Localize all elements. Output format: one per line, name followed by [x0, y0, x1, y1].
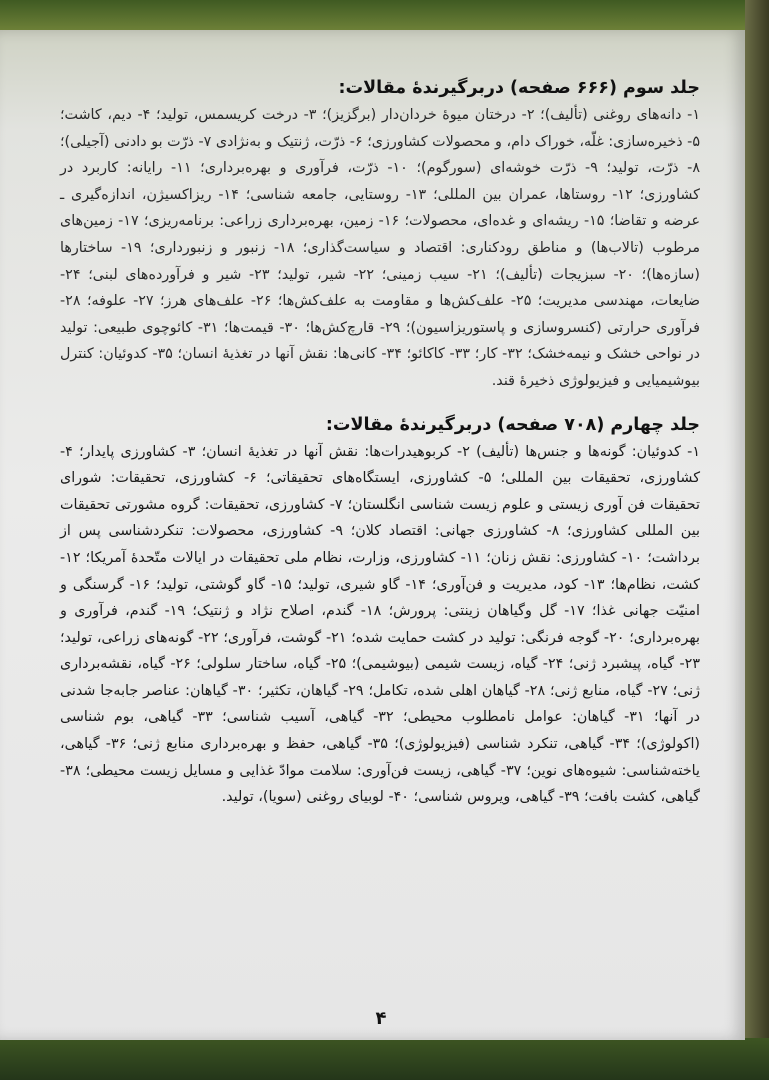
volume-4-title: جلد چهارم (۷۰۸ صفحه) دربرگیرندهٔ مقالات:	[325, 414, 700, 435]
volume-3-title: جلد سوم (۶۶۶ صفحه) دربرگیرندهٔ مقالات:	[338, 78, 700, 98]
volume-4-articles: ۱- کدوئیان: گونه‌ها و جنس‌ها (تألیف) ۲- کربوهیدرات‌ها: نقش آنها در تغذیهٔ انسان؛ ۳- کشاورزی پایدار؛ ۴- کشاورزی، تحقیقات بین المللی؛ ۵- کشاورزی، ایستگاه‌های تحقیقاتی؛ ۶- کشاورزی، تحقیقات: شورای تحقیقات فن آوری زیستی و علوم زیست شناسی انگلستان؛ ۷- کشاورزی، تحقیقات: گروه مشورتی تحقیقات بین المللی کشاورزی؛ ۸- کشاورزی جهانی: اقتصاد کلان؛ ۹- کشاورزی، محصولات: تنکردشناسی پس از برداشت؛ ۱۰- کشاورزی: نقش زنان؛ ۱۱- کشاورزی، وزارت، نظام ملی تحقیقات در ایالات متّحدهٔ آمریکا؛ ۱۲- کشت، نظام‌ها؛ ۱۳- کود، مدیریت و فن‌آوری؛ ۱۴- گاو شیری، تولید؛ ۱۵- گاو گوشتی، تولید؛ ۱۶- گرسنگی و امنیّت جهانی غذا؛ ۱۷- گل وگیاهان زینتی: پرورش؛ ۱۸- گندم، اصلاح نژاد و ژنتیک؛ ۱۹- گندم، فرآوری و بهره‌برداری؛ ۲۰- گوجه فرنگی: تولید در کشت حمایت شده؛ ۲۱- گوشت، فرآوری؛ ۲۲- گونه‌های زراعی، تولید؛ ۲۳- گیاه، پیشبرد ژنی؛ ۲۴- گیاه، زیست شیمی (بیوشیمی)؛ ۲۵- گیاه، ساختار سلولی؛ ۲۶- گیاه، نقشه‌برداری ژنی؛ ۲۷- گیاه، منابع ژنی؛ ۲۸- گیاهان اهلی شده، تکامل؛ ۲۹- گیاهان، تکثیر؛ ۳۰- گیاهان: عناصر جابه‌جا شدنی در آنها؛ ۳۱- گیاهان: عوامل نامطلوب محیطی؛ ۳۲- گیاهی، آسیب شناسی؛ ۳۳- گیاهی، بوم شناسی (اکولوژی)؛ ۳۴- گیاهی، تنکرد شناسی (فیزیولوژی)؛ ۳۵- گیاهی، حفظ و بهره‌برداری منابع ژنی؛ ۳۶- گیاهی، یاخته‌شناسی: شیوه‌های نوین؛ ۳۷- گیاهی، زیست فن‌آوری: سلامت موادّ غذایی و مسایل زیست محیطی؛ ۳۸- گیاهی، کشت بافت؛ ۳۹- گیاهی، ویروس شناسی؛ ۴۰- لوبیای روغنی (سویا)، تولید.	[60, 443, 701, 806]
background-bottom	[0, 1038, 769, 1080]
background-right-edge	[745, 0, 769, 1080]
page-content	[60, 76, 700, 811]
paper-page	[0, 30, 745, 1040]
volume-3-articles: ۱- دانه‌های روغنی (تألیف)؛ ۲- درختان میوهٔ خردان‌دار (برگزیز)؛ ۳- درخت کریسمس، تولید؛ ۴- دیم، کاشت؛ ۵- ذخیره‌سازی: غلّه، خوراک دام، و محصولات کشاورزی؛ ۶- ذرّت، ژنتیک و به‌نژادی ۷- ذرّت بو دادنی (آجیلی)؛ ۸- ذرّت، تولید؛ ۹- ذرّت خوشه‌ای (سورگوم)؛ ۱۰- ذرّت، فرآوری و بهره‌برداری؛ ۱۱- رایانه: کاربرد در کشاورزی؛ ۱۲- روستاها، عمران بین المللی؛ ۱۳- روستایی، جامعه شناسی؛ ۱۴- ریزاکسیژن، اندازه‌گیری ـ عرضه و تقاضا؛ ۱۵- ریشه‌ای و غده‌ای، محصولات؛ ۱۶- زمین، بهره‌برداری زراعی: برنامه‌ریزی؛ ۱۷- زمین‌های مرطوب (تالاب‌ها) و مناطق رودکناری: اقتصاد و سیاست‌گذاری؛ ۱۸- زنبور و زنبورداری؛ ۱۹- ساختارها (سازه‌ها)؛ ۲۰- سبزیجات (تألیف)؛ ۲۱- سیب زمینی؛ ۲۲- شیر، تولید؛ ۲۳- شیر و فرآورده‌های لبنی؛ ۲۴- ضایعات، مهندسی مدیریت؛ ۲۵- علف‌کش‌ها و مقاومت به علف‌کش‌ها؛ ۲۶- علف‌های هرز؛ ۲۷- علوفه؛ ۲۸- فرآوری حرارتی (کنسروسازی و پاستوریزاسیون)؛ ۲۹- قارچ‌کش‌ها؛ ۳۰- قیمت‌ها؛ ۳۱- کائوچوی طبیعی: تولید در نواحی خشک و نیمه‌خشک؛ ۳۲- کار؛ ۳۳- کاکائو؛ ۳۴- کانی‌ها: نقش آنها در تغذیهٔ انسان؛ ۳۵- کدوئیان: کنترل بیوشیمیایی و فیزیولوژی ذخیرهٔ قند.	[60, 107, 701, 389]
volume-3-section	[60, 76, 700, 395]
page-number: ۴	[375, 1008, 387, 1029]
volume-4-section	[60, 413, 700, 811]
